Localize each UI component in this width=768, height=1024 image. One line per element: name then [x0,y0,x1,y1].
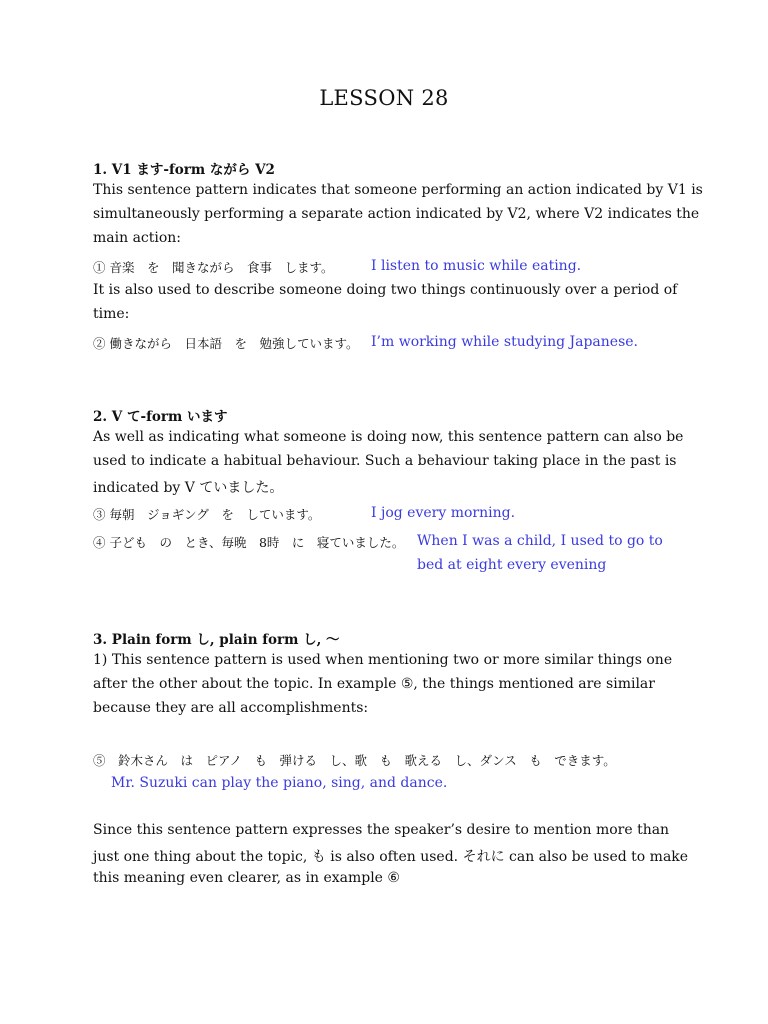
section-3-paragraph-line: 1) This sentence pattern is used when mentioning two or more similar things one [93,652,673,668]
section-2-heading: 2. V て-form います [93,409,228,425]
example-2-japanese: ② 働きながら 日本語 を 勉強しています。 [93,336,359,351]
section-2-paragraph-line: indicated by V ていました。 [93,480,284,496]
example-3-english: I jog every morning. [371,505,516,521]
example-4-english-line: bed at eight every evening [417,557,607,573]
example-5-english: Mr. Suzuki can play the piano, sing, and dance. [111,775,448,791]
section-1-paragraph-line: time: [93,306,130,322]
section-3-heading: 3. Plain form し, plain form し, ～ [93,632,340,648]
section-2-paragraph-line: used to indicate a habitual behaviour. Such a behaviour taking place in the past is [93,453,677,469]
section-1-paragraph-line: main action: [93,230,182,246]
example-4-english-line: When I was a child, I used to go to [417,533,663,549]
section-3-paragraph-line: this meaning even clearer, as in example ⑥ [93,870,400,886]
section-1-heading: 1. V1 ます-form ながら V2 [93,162,275,178]
section-3-paragraph-line: Since this sentence pattern expresses the speaker’s desire to mention more than [93,822,670,838]
example-4-japanese: ④ 子ども の とき、毎晩 8時 に 寝ていました。 [93,535,405,550]
example-1-english: I listen to music while eating. [371,258,582,274]
section-3-paragraph-line: just one thing about the topic, も is also often used. それに can also be used to make [93,849,689,865]
page-title: LESSON 28 [319,86,449,110]
section-2-paragraph-line: As well as indicating what someone is doing now, this sentence pattern can also be [93,429,684,445]
example-5-japanese: ⑤ 鈴木さん は ピアノ も 弾ける し、歌 も 歌える し、ダンス も できます。 [93,753,616,768]
section-1-paragraph-line: It is also used to describe someone doing two things continuously over a period of [93,282,678,298]
section-1-paragraph-line: simultaneously performing a separate action indicated by V2, where V2 indicates the [93,206,700,222]
example-3-japanese: ③ 毎朝 ジョギング を しています。 [93,507,321,522]
section-3-paragraph-line: after the other about the topic. In example ⑤, the things mentioned are similar [93,676,655,692]
section-3-paragraph-line: because they are all accomplishments: [93,700,369,716]
section-1-paragraph-line: This sentence pattern indicates that someone performing an action indicated by V1 is [93,182,703,198]
example-2-english: I’m working while studying Japanese. [371,334,638,350]
example-1-japanese: ① 音楽 を 聞きながら 食事 します。 [93,260,334,275]
